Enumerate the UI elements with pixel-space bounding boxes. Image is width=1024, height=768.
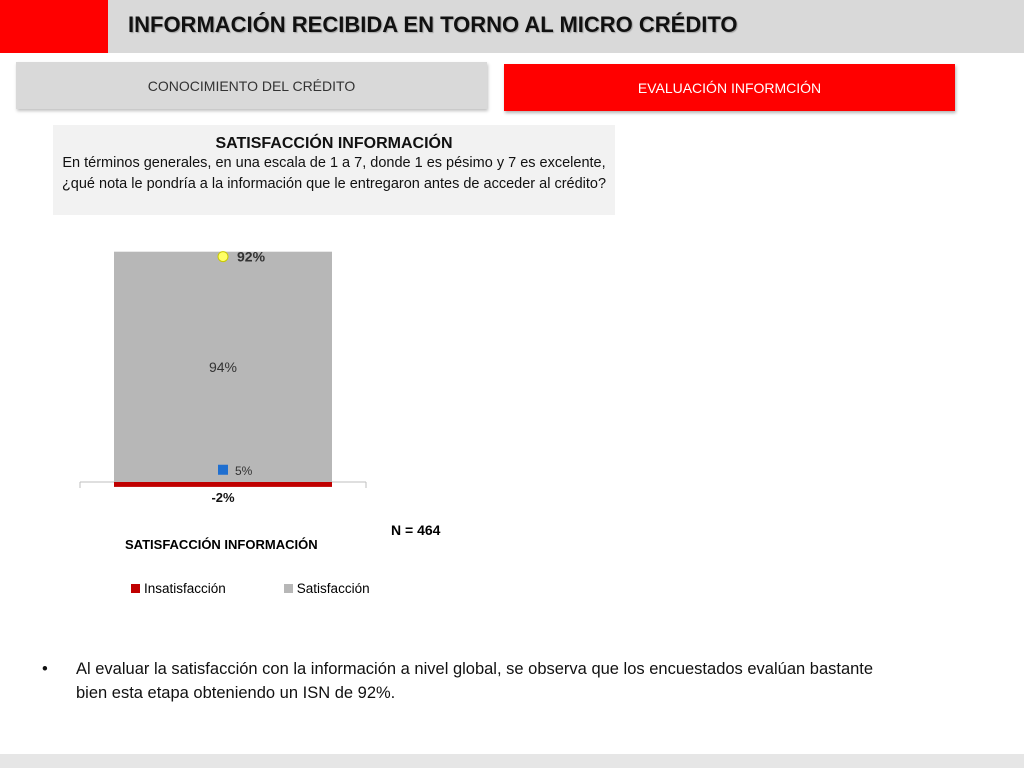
tab-evaluacion-informacion[interactable]: EVALUACIÓN INFORMCIÓN: [504, 64, 955, 111]
legend-item-insatisfaccion: [131, 581, 226, 596]
neutral-marker: [218, 465, 228, 475]
header-accent: [0, 0, 108, 53]
legend-label-insatisfaccion: Insatisfacción: [144, 581, 226, 596]
legend-swatch-insatisfaccion: [131, 584, 140, 593]
summary-text: Al evaluar la satisfacción con la información a nivel global, se observa que los encuestados evalúan bastante bien esta etapa obteniendo un ISN de 92%.: [76, 660, 874, 702]
category-label: SATISFACCIÓN INFORMACIÓN: [125, 537, 318, 552]
question-title: SATISFACCIÓN INFORMACIÓN: [215, 135, 453, 152]
question-box: [53, 125, 615, 215]
data-label-isn: 92%: [237, 248, 266, 265]
legend-item-satisfaccion: [284, 581, 370, 596]
legend-swatch-satisfaccion: [284, 584, 293, 593]
data-label-neutral: 5%: [235, 463, 253, 478]
satisfaction-chart: [0, 230, 480, 530]
isn-marker: [218, 252, 228, 262]
bar-insatisfaccion: [114, 482, 332, 487]
page-title: INFORMACIÓN RECIBIDA EN TORNO AL MICRO CRÉDITO: [128, 12, 738, 37]
tab-conocimiento-credito[interactable]: CONOCIMIENTO DEL CRÉDITO: [16, 62, 487, 109]
footer-bar: [0, 754, 1024, 768]
legend-label-satisfaccion: Satisfacción: [296, 581, 370, 596]
chart-legend: [131, 581, 428, 596]
sample-size-label: N = 464: [391, 522, 441, 538]
bullet-symbol: •: [42, 660, 48, 678]
question-text: En términos generales, en una escala de 1 a 7, donde 1 es pésimo y 7 es excelente, ¿qué nota le pondría a la información que le entregaron antes de acceder al crédito?: [61, 155, 607, 192]
data-label-insatisfaccion: -2%: [211, 490, 235, 505]
data-label-satisfaccion: 94%: [208, 358, 238, 375]
